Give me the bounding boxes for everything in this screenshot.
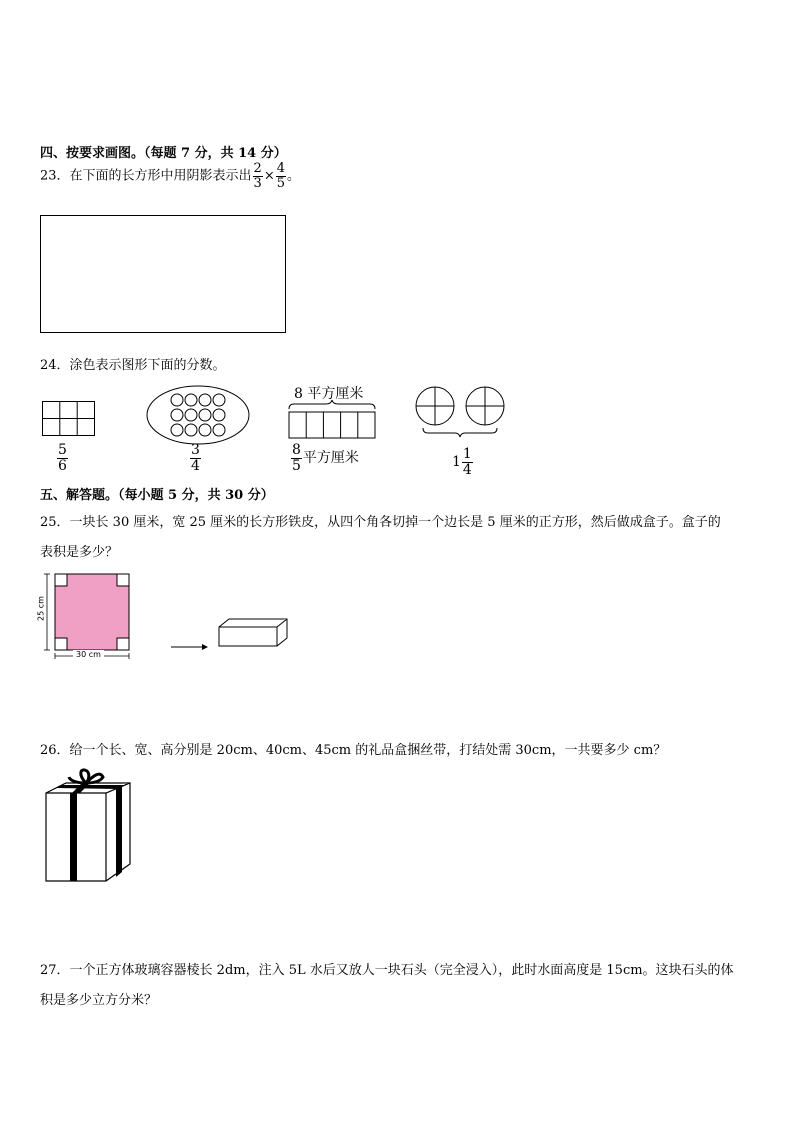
quartered-circles-figure[interactable] [415,386,507,438]
drawing-rectangle[interactable] [40,215,286,333]
fraction-four-fifths [276,162,286,190]
fraction-three-quarters [189,443,202,473]
fraction-denominator: 6 [58,457,67,474]
fraction-five-sixths [56,443,69,473]
question-25-line-1: 25．一块长 30 厘米，宽 25 厘米的长方形铁皮，从四个角各切掉一个边长是 5 厘米的正方形，然后做成盒子。盒子的 [40,515,721,530]
question-24-text: 24．涂色表示图形下面的分数。 [40,358,226,373]
fraction-two-thirds [253,162,263,190]
width-label: 30 cm [73,650,104,659]
fraction-denominator: 4 [191,457,200,474]
question-25-line-2: 表积是多少？ [40,545,119,560]
question-23-text: 23．在下面的长方形中用阴影表示出 [40,168,252,184]
ellipse-circles-figure[interactable] [147,386,251,446]
cut-sheet-figure [38,570,138,662]
fraction-denominator: 5 [292,457,301,474]
mixed-number-one-and-quarter [452,447,474,477]
section-4-title: 四、按要求画图。（每题 7 分，共 14 分） [40,146,287,161]
fraction-numerator: 1 [462,446,472,462]
fraction-denominator: 3 [253,175,262,191]
fraction-numerator: 8 [292,442,301,458]
height-label: 25 cm [37,579,46,639]
fraction-numerator: 3 [191,442,200,458]
area-label-top: 8 平方厘米 [294,386,364,402]
question-26-text: 26．给一个长、宽、高分别是 20cm、40cm、45cm 的礼品盒捆丝带，打结处需 30cm，一共要多少 cm？ [40,743,667,758]
question-27-line-1: 27．一个正方体玻璃容器棱长 2dm，注入 5L 水后又放人一块石头（完全浸入），此时水面高度是 15cm。这块石头的体 [40,963,734,978]
question-23 [40,162,300,190]
multiply-sign: × [263,168,275,184]
gift-box-figure [42,767,134,885]
whole-number: 1 [452,454,461,471]
strip-figure[interactable] [288,400,376,440]
question-27-line-2: 积是多少立方分米？ [40,993,158,1008]
fraction-numerator: 5 [58,442,67,458]
fraction-denominator: 5 [276,175,286,191]
open-box-figure [218,617,290,649]
fraction-numerator: 4 [276,161,286,176]
fraction-denominator: 4 [462,461,472,478]
area-unit: 平方厘米 [302,450,359,467]
arrow-right-icon [170,642,210,652]
question-23-end: 。 [287,168,301,184]
fraction-eight-fifths-area [290,443,359,473]
grid-rectangle-figure[interactable] [42,401,96,437]
fraction-numerator: 2 [253,161,262,176]
section-5-title: 五、解答题。（每小题 5 分，共 30 分） [40,488,274,503]
